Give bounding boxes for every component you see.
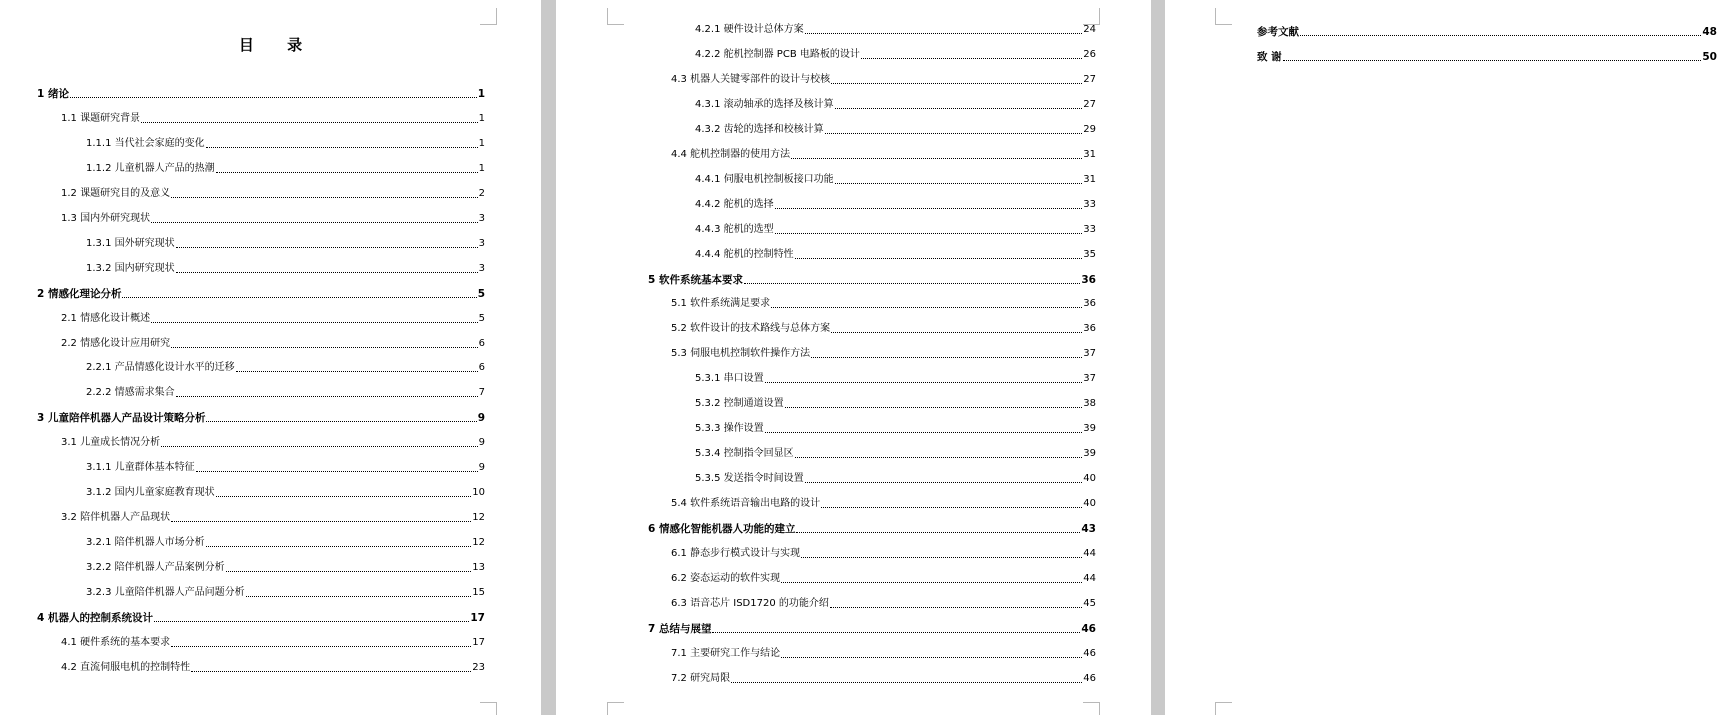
- toc-dot-leader: [171, 347, 478, 348]
- toc-entry-page-number: 13: [472, 562, 485, 574]
- toc-dot-leader: [835, 183, 1083, 184]
- toc-entry[interactable]: [671, 494, 1096, 510]
- toc-entry-title: 7.2 研究局限: [671, 672, 731, 684]
- toc-entry-title: 5.4 软件系统语音输出电路的设计: [671, 498, 821, 510]
- toc-entry-title: 4.4.2 舵机的选择: [695, 198, 774, 210]
- toc-entry-title: 4.3.2 齿轮的选择和校核计算: [695, 123, 824, 135]
- toc-entry[interactable]: [37, 608, 485, 624]
- toc-entry-title: 1.1 课题研究背景: [61, 112, 141, 124]
- toc-entry-page-number: 39: [1083, 423, 1096, 435]
- toc-entry-page-number: 15: [472, 587, 485, 598]
- toc-entry-page-number: 45: [1083, 597, 1096, 609]
- toc-entry-page-number: 38: [1083, 398, 1096, 410]
- toc-entry[interactable]: [86, 383, 485, 399]
- toc-entry[interactable]: [37, 84, 485, 100]
- toc-entry-page-number: 23: [472, 661, 485, 673]
- toc-entry-title: 1 绪论: [37, 88, 69, 100]
- toc-entry-page-number: 27: [1083, 73, 1096, 85]
- toc-entry-page-number: 1: [477, 88, 485, 100]
- toc-entry[interactable]: [61, 508, 485, 524]
- toc-entry-page-number: 40: [1083, 498, 1096, 510]
- toc-entry[interactable]: [671, 344, 1096, 360]
- toc-dot-leader: [151, 322, 478, 323]
- toc-dot-leader: [176, 247, 478, 248]
- toc-entry-title: 6.2 姿态运动的软件实现: [671, 572, 781, 584]
- document-page-2: [556, 0, 1151, 715]
- toc-entry[interactable]: [671, 644, 1096, 660]
- crop-mark: [1215, 8, 1232, 25]
- toc-dot-leader: [830, 607, 1082, 608]
- toc-entry-title: 致 谢: [1257, 50, 1282, 63]
- toc-entry-title: 参考文献: [1257, 26, 1299, 38]
- toc-entry-title: 1.1.2 儿童机器人产品的热潮: [86, 162, 215, 174]
- document-page-3: [1165, 0, 1730, 715]
- toc-dot-leader: [821, 507, 1082, 508]
- toc-entry-page-number: 46: [1083, 647, 1096, 659]
- toc-entry-page-number: 37: [1083, 348, 1096, 360]
- toc-dot-leader: [785, 407, 1083, 408]
- toc-dot-leader: [805, 33, 1083, 34]
- toc-entry-title: 1.1.1 当代社会家庭的变化: [86, 137, 205, 149]
- toc-entry-title: 1.3 国内外研究现状: [61, 212, 151, 224]
- toc-dot-leader: [831, 83, 1082, 84]
- toc-entry-page-number: 9: [478, 437, 485, 449]
- toc-entry-title: 1.2 课题研究目的及意义: [61, 187, 171, 199]
- toc-dot-leader: [196, 471, 478, 472]
- toc-dot-leader: [805, 482, 1083, 483]
- toc-entry[interactable]: [695, 170, 1096, 186]
- toc-entry-page-number: 2: [478, 187, 485, 199]
- toc-dot-leader: [801, 557, 1082, 558]
- toc-dot-leader: [70, 97, 477, 98]
- toc-dot-leader: [171, 521, 471, 522]
- toc-dot-leader: [795, 457, 1083, 458]
- crop-mark: [1215, 702, 1232, 715]
- toc-entry[interactable]: [86, 458, 485, 474]
- toc-entry-page-number: 36: [1083, 298, 1096, 310]
- toc-entry[interactable]: [695, 20, 1096, 36]
- crop-mark: [480, 8, 497, 25]
- toc-entry-title: 2.2 情感化设计应用研究: [61, 337, 171, 349]
- toc-entry-title: 3.2.3 儿童陪伴机器人产品问题分析: [86, 587, 245, 598]
- toc-dot-leader: [206, 546, 472, 547]
- toc-entry[interactable]: [695, 195, 1096, 211]
- toc-dot-leader: [191, 671, 471, 672]
- toc-entry[interactable]: [86, 483, 485, 499]
- toc-entry[interactable]: [1257, 47, 1717, 63]
- toc-entry-page-number: 12: [472, 512, 485, 524]
- toc-entry-title: 2.2.1 产品情感化设计水平的迁移: [86, 362, 235, 374]
- toc-dot-leader: [744, 283, 1080, 284]
- toc-dot-leader: [831, 332, 1082, 333]
- toc-entry-title: 7 总结与展望: [648, 622, 712, 635]
- toc-entry[interactable]: [1257, 22, 1717, 38]
- toc-entry-title: 3.2.2 陪伴机器人产品案例分析: [86, 562, 225, 574]
- toc-entry-title: 4.4.1 伺服电机控制板接口功能: [695, 173, 834, 185]
- toc-entry-page-number: 1: [478, 112, 485, 124]
- toc-dot-leader: [206, 421, 476, 422]
- toc-entry-title: 2.1 情感化设计概述: [61, 312, 151, 324]
- toc-dot-leader: [171, 197, 478, 198]
- toc-entry[interactable]: [61, 309, 485, 325]
- toc-entry-title: 4.2.1 硬件设计总体方案: [695, 24, 804, 35]
- toc-entry-page-number: 1: [478, 162, 485, 174]
- crop-mark: [607, 8, 624, 25]
- toc-entry-page-number: 1: [478, 137, 485, 149]
- toc-entry-page-number: 9: [478, 462, 485, 474]
- toc-entry-page-number: 46: [1083, 672, 1096, 684]
- toc-entry[interactable]: [86, 234, 485, 250]
- crop-mark: [1083, 702, 1100, 715]
- toc-entry-page-number: 3: [478, 237, 485, 249]
- toc-entry-page-number: 6: [478, 362, 485, 374]
- toc-entry-title: 5.3.5 发送指令时间设置: [695, 473, 804, 485]
- toc-entry-title: 4.3.1 滚动轴承的选择及核计算: [695, 98, 834, 110]
- toc-entry-title: 3.1 儿童成长情况分析: [61, 437, 161, 449]
- toc-dot-leader: [791, 158, 1082, 159]
- toc-entry-page-number: 33: [1083, 198, 1096, 210]
- toc-dot-leader: [765, 382, 1083, 383]
- toc-entry[interactable]: [671, 145, 1096, 161]
- toc-entry-page-number: 35: [1083, 248, 1096, 260]
- toc-entry[interactable]: [37, 284, 485, 300]
- toc-entry-title: 3.1.2 国内儿童家庭教育现状: [86, 487, 215, 499]
- toc-dot-leader: [216, 172, 478, 173]
- toc-entry-page-number: 27: [1083, 98, 1096, 110]
- toc-entry-page-number: 44: [1083, 572, 1096, 584]
- toc-entry-title: 3.2.1 陪伴机器人市场分析: [86, 537, 205, 549]
- toc-dot-leader: [731, 682, 1082, 683]
- toc-entry[interactable]: [671, 319, 1096, 335]
- toc-dot-leader: [712, 632, 1080, 633]
- toc-entry[interactable]: [695, 444, 1096, 460]
- toc-entry-page-number: 31: [1083, 148, 1096, 160]
- toc-entry-title: 1.3.1 国外研究现状: [86, 237, 175, 249]
- toc-dot-leader: [775, 208, 1083, 209]
- toc-entry[interactable]: [695, 469, 1096, 485]
- toc-entry-title: 6.1 静态步行模式设计与实现: [671, 547, 801, 559]
- toc-entry[interactable]: [695, 95, 1096, 111]
- toc-entry-page-number: 5: [478, 312, 485, 324]
- toc-entry[interactable]: [61, 209, 485, 225]
- toc-entry[interactable]: [61, 433, 485, 449]
- toc-entry-title: 4.2.2 舵机控制器 PCB 电路板的设计: [695, 48, 860, 60]
- toc-entry-title: 5.1 软件系统满足要求: [671, 298, 771, 310]
- toc-entry-title: 5 软件系统基本要求: [648, 273, 743, 286]
- toc-dot-leader: [796, 532, 1080, 533]
- toc-entry-title: 4.4.4 舵机的控制特性: [695, 248, 794, 260]
- toc-entry-title: 4.4 舵机控制器的使用方法: [671, 148, 791, 160]
- toc-entry-page-number: 48: [1702, 26, 1717, 38]
- toc-entry[interactable]: [695, 394, 1096, 410]
- toc-entry-page-number: 39: [1083, 448, 1096, 460]
- toc-entry-title: 4 机器人的控制系统设计: [37, 611, 153, 624]
- toc-entry-page-number: 33: [1083, 223, 1096, 235]
- toc-entry-title: 7.1 主要研究工作与结论: [671, 647, 781, 659]
- toc-entry-page-number: 26: [1083, 48, 1096, 60]
- toc-dot-leader: [1283, 60, 1702, 61]
- toc-entry-page-number: 37: [1083, 373, 1096, 385]
- toc-dot-leader: [236, 371, 478, 372]
- toc-entry-page-number: 17: [472, 636, 485, 648]
- toc-entry-title: 5.2 软件设计的技术路线与总体方案: [671, 323, 831, 335]
- toc-entry-page-number: 7: [478, 387, 485, 399]
- toc-dot-leader: [781, 582, 1082, 583]
- toc-dot-leader: [206, 147, 478, 148]
- toc-entry[interactable]: [648, 270, 1096, 286]
- toc-entry-title: 6 情感化智能机器人功能的建立: [648, 523, 796, 535]
- toc-dot-leader: [835, 108, 1083, 109]
- toc-entry[interactable]: [86, 358, 485, 374]
- toc-title: 目 录: [238, 36, 317, 54]
- crop-mark: [607, 702, 624, 715]
- toc-entry[interactable]: [61, 184, 485, 200]
- toc-dot-leader: [771, 307, 1082, 308]
- toc-dot-leader: [226, 571, 472, 572]
- toc-entry-page-number: 17: [470, 611, 485, 624]
- toc-entry-title: 3.1.1 儿童群体基本特征: [86, 462, 195, 474]
- toc-dot-leader: [811, 357, 1082, 358]
- toc-entry[interactable]: [695, 369, 1096, 385]
- toc-dot-leader: [161, 446, 478, 447]
- toc-dot-leader: [781, 657, 1082, 658]
- toc-entry-title: 3.2 陪伴机器人产品现状: [61, 512, 171, 524]
- toc-entry-title: 4.2 直流伺服电机的控制特性: [61, 661, 191, 673]
- toc-dot-leader: [176, 272, 478, 273]
- toc-entry[interactable]: [86, 558, 485, 574]
- toc-entry[interactable]: [61, 658, 485, 674]
- toc-entry-page-number: 3: [478, 212, 485, 224]
- toc-dot-leader: [151, 222, 478, 223]
- toc-entry-title: 1.3.2 国内研究现状: [86, 262, 175, 274]
- toc-entry[interactable]: [61, 633, 485, 649]
- toc-dot-leader: [765, 432, 1083, 433]
- toc-entry-page-number: 10: [472, 487, 485, 499]
- toc-entry[interactable]: [671, 569, 1096, 585]
- toc-dot-leader: [176, 396, 478, 397]
- toc-entry-page-number: 5: [477, 287, 485, 300]
- toc-entry[interactable]: [671, 544, 1096, 560]
- toc-entry[interactable]: [671, 294, 1096, 310]
- toc-entry-title: 5.3.1 串口设置: [695, 373, 764, 385]
- toc-entry[interactable]: [648, 519, 1096, 535]
- toc-entry[interactable]: [648, 619, 1096, 635]
- toc-dot-leader: [216, 496, 472, 497]
- toc-entry[interactable]: [671, 669, 1096, 685]
- toc-dot-leader: [1300, 35, 1701, 36]
- crop-mark: [480, 702, 497, 715]
- toc-entry[interactable]: [86, 259, 485, 275]
- toc-entry-title: 5.3.4 控制指令回显区: [695, 448, 794, 460]
- toc-entry[interactable]: [86, 134, 485, 150]
- toc-entry[interactable]: [61, 109, 485, 125]
- toc-entry-page-number: 43: [1081, 523, 1096, 535]
- toc-entry-page-number: 24: [1083, 24, 1096, 35]
- toc-entry-title: 6.3 语音芯片 ISD1720 的功能介绍: [671, 597, 829, 609]
- toc-entry[interactable]: [671, 70, 1096, 86]
- toc-entry[interactable]: [61, 334, 485, 350]
- toc-entry-page-number: 46: [1081, 622, 1096, 635]
- toc-entry[interactable]: [86, 159, 485, 175]
- toc-dot-leader: [171, 646, 471, 647]
- toc-entry[interactable]: [695, 120, 1096, 136]
- toc-entry[interactable]: [695, 245, 1096, 261]
- document-page-1: [0, 0, 541, 715]
- toc-dot-leader: [795, 258, 1083, 259]
- toc-entry-title: 3 儿童陪伴机器人产品设计策略分析: [37, 412, 206, 425]
- toc-entry[interactable]: [695, 419, 1096, 435]
- toc-entry-title: 5.3 伺服电机控制软件操作方法: [671, 348, 811, 360]
- toc-entry-title: 4.3 机器人关键零部件的设计与校核: [671, 73, 831, 85]
- toc-entry-page-number: 6: [478, 337, 485, 349]
- toc-entry-page-number: 29: [1083, 123, 1096, 135]
- toc-entry-page-number: 44: [1083, 547, 1096, 559]
- toc-entry-page-number: 50: [1702, 50, 1717, 63]
- toc-entry-title: 5.3.3 操作设置: [695, 423, 764, 435]
- toc-entry-page-number: 31: [1083, 173, 1096, 185]
- toc-entry[interactable]: [695, 45, 1096, 61]
- toc-entry-page-number: 12: [472, 537, 485, 549]
- toc-entry[interactable]: [86, 533, 485, 549]
- toc-dot-leader: [861, 58, 1082, 59]
- toc-dot-leader: [122, 297, 476, 298]
- toc-entry-page-number: 3: [478, 262, 485, 274]
- toc-entry-page-number: 36: [1083, 323, 1096, 335]
- toc-entry-title: 5.3.2 控制通道设置: [695, 398, 784, 410]
- toc-dot-leader: [141, 122, 478, 123]
- toc-entry-title: 4.1 硬件系统的基本要求: [61, 636, 171, 648]
- toc-entry-page-number: 40: [1083, 473, 1096, 485]
- toc-dot-leader: [246, 596, 472, 597]
- toc-dot-leader: [825, 133, 1083, 134]
- toc-entry-page-number: 9: [477, 412, 485, 425]
- toc-dot-leader: [154, 621, 469, 622]
- toc-entry[interactable]: [671, 594, 1096, 610]
- toc-entry[interactable]: [695, 220, 1096, 236]
- toc-entry[interactable]: [37, 408, 485, 424]
- toc-entry-title: 4.4.3 舵机的选型: [695, 223, 774, 235]
- toc-entry-title: 2 情感化理论分析: [37, 287, 122, 300]
- toc-dot-leader: [775, 233, 1083, 234]
- toc-entry-page-number: 36: [1081, 273, 1096, 286]
- toc-entry-title: 2.2.2 情感需求集合: [86, 387, 175, 399]
- toc-entry[interactable]: [86, 583, 485, 599]
